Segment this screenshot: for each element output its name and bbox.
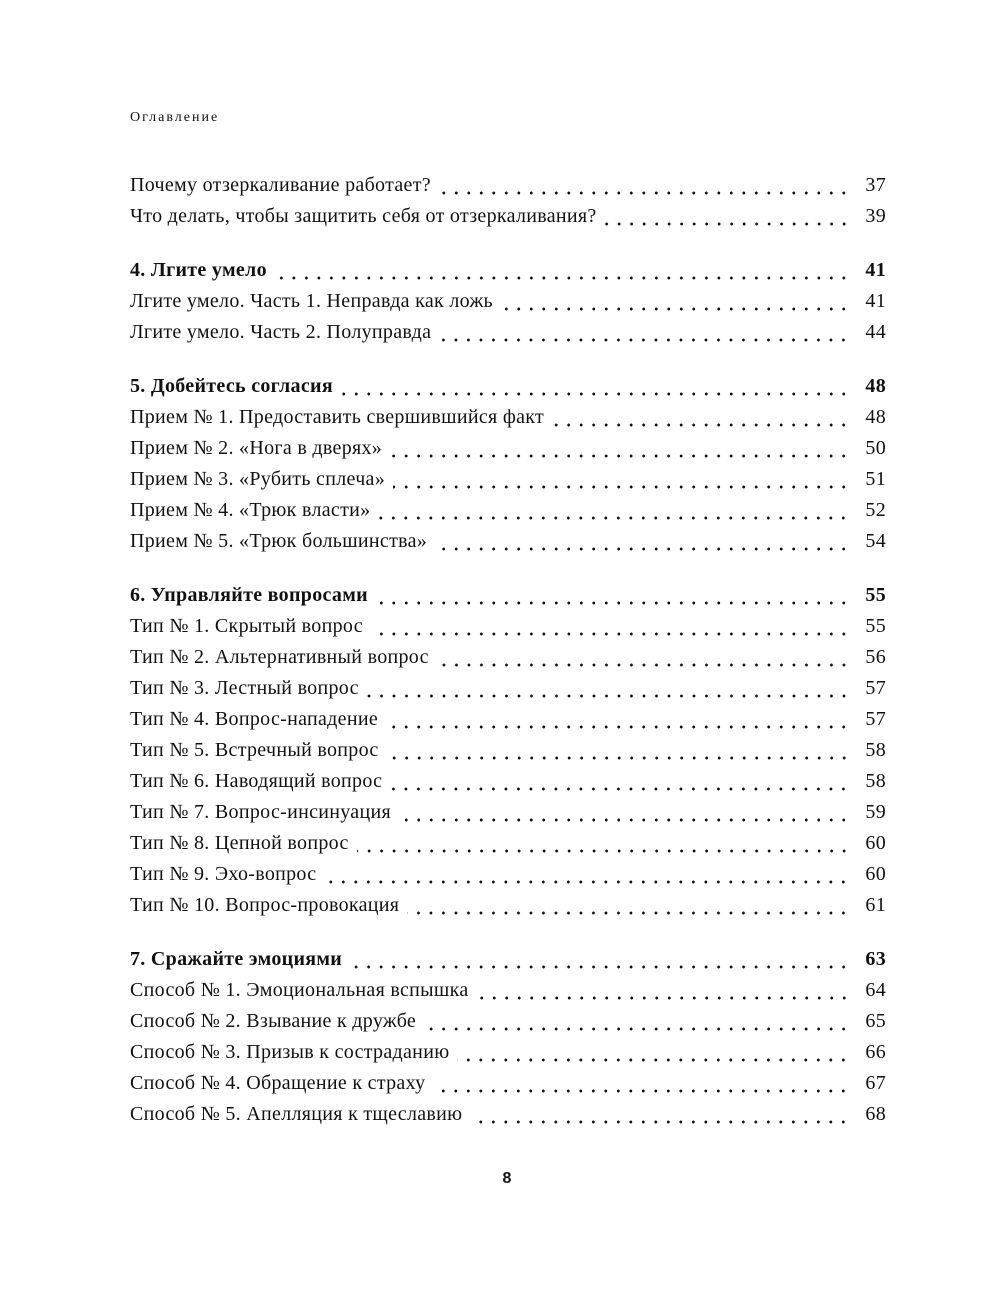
entry-page-number: 39	[865, 205, 886, 227]
entry-title: Прием № 5. «Трюк большинства»	[130, 530, 428, 552]
dot-leader	[324, 880, 850, 884]
entry-page-number: 50	[865, 437, 886, 459]
entry-title: Тип № 6. Наводящий вопрос	[130, 770, 383, 792]
dot-leader	[439, 338, 850, 342]
toc-entry[interactable]	[130, 766, 886, 797]
dot-leader	[376, 601, 850, 605]
dot-leader	[390, 454, 850, 458]
toc-entry[interactable]	[130, 402, 886, 433]
entry-title: Тип № 10. Вопрос-провокация	[130, 894, 400, 916]
dot-leader	[378, 516, 850, 520]
toc-entry[interactable]	[130, 1037, 886, 1068]
entry-page-number: 63	[865, 948, 886, 970]
entry-page-number: 66	[865, 1041, 886, 1063]
dot-leader	[437, 663, 850, 667]
entry-page-number: 41	[865, 259, 886, 281]
entry-page-number: 67	[865, 1072, 886, 1094]
entry-title: Способ № 4. Обращение к страху	[130, 1072, 426, 1094]
entry-page-number: 68	[865, 1103, 886, 1125]
entry-title: Способ № 2. Взывание к дружбе	[130, 1010, 417, 1032]
entry-page-number: 51	[865, 468, 886, 490]
toc-entry[interactable]	[130, 704, 886, 735]
toc-section	[130, 944, 886, 1130]
dot-leader	[399, 818, 850, 822]
dot-leader	[605, 222, 850, 226]
toc-entry[interactable]	[130, 1006, 886, 1037]
entry-page-number: 65	[865, 1010, 886, 1032]
entry-title: Лгите умело. Часть 2. Полуправда	[130, 321, 432, 343]
dot-leader	[470, 1120, 850, 1124]
entry-title: Лгите умело. Часть 1. Неправда как ложь	[130, 290, 493, 312]
entry-page-number: 48	[865, 375, 886, 397]
entry-page-number: 60	[865, 863, 886, 885]
toc-entry[interactable]	[130, 433, 886, 464]
toc-entry[interactable]	[130, 286, 886, 317]
entry-page-number: 61	[865, 894, 886, 916]
entry-page-number: 55	[865, 615, 886, 637]
entry-page-number: 57	[865, 677, 886, 699]
entry-page-number: 52	[865, 499, 886, 521]
entry-title: Прием № 1. Предоставить свершившийся факт	[130, 406, 545, 428]
entry-title: Прием № 2. «Нога в дверях»	[130, 437, 383, 459]
dot-leader	[387, 756, 850, 760]
entry-page-number: 56	[865, 646, 886, 668]
entry-title: Почему отзеркаливание работает?	[130, 174, 431, 196]
toc-entry[interactable]	[130, 464, 886, 495]
entry-page-number: 58	[865, 739, 886, 761]
entry-title: Способ № 1. Эмоциональная вспышка	[130, 979, 469, 1001]
dot-leader	[477, 996, 850, 1000]
toc-entry[interactable]	[130, 170, 886, 201]
dot-leader	[424, 1027, 850, 1031]
toc-entry[interactable]	[130, 526, 886, 557]
toc-entry[interactable]	[130, 975, 886, 1006]
toc-entry[interactable]	[130, 642, 886, 673]
dot-leader	[393, 485, 850, 489]
entry-title: 7. Сражайте эмоциями	[130, 948, 343, 970]
entry-title: Тип № 5. Встречный вопрос	[130, 739, 379, 761]
toc-section	[130, 371, 886, 557]
toc-section	[130, 580, 886, 921]
chapter-entry[interactable]	[130, 580, 886, 611]
dot-leader	[433, 1089, 850, 1093]
running-header: Оглавление	[130, 110, 220, 125]
entry-title: Тип № 7. Вопрос-инсинуация	[130, 801, 391, 823]
toc-entry[interactable]	[130, 495, 886, 526]
entry-title: Способ № 3. Призыв к состраданию	[130, 1041, 450, 1063]
entry-title: Способ № 5. Апелляция к тщеславию	[130, 1103, 463, 1125]
entry-title: Тип № 2. Альтернативный вопрос	[130, 646, 429, 668]
toc-entry[interactable]	[130, 611, 886, 642]
dot-leader	[357, 849, 850, 853]
entry-title: 4. Лгите умело	[130, 259, 267, 281]
dot-leader	[390, 787, 850, 791]
entry-title: Прием № 3. «Рубить сплеча»	[130, 468, 386, 490]
toc-entry[interactable]	[130, 735, 886, 766]
entry-page-number: 44	[865, 321, 886, 343]
dot-leader	[386, 725, 850, 729]
dot-leader	[350, 965, 850, 969]
entry-page-number: 37	[865, 174, 886, 196]
chapter-entry[interactable]	[130, 255, 886, 286]
entry-title: Тип № 1. Скрытый вопрос	[130, 615, 363, 637]
table-of-contents	[130, 170, 886, 1153]
toc-entry[interactable]	[130, 1099, 886, 1130]
entry-title: 6. Управляйте вопросами	[130, 584, 368, 606]
toc-entry[interactable]	[130, 201, 886, 232]
toc-entry[interactable]	[130, 317, 886, 348]
entry-title: 5. Добейтесь согласия	[130, 375, 333, 397]
dot-leader	[275, 276, 850, 280]
entry-title: Что делать, чтобы защитить себя от отзеркаливания?	[130, 205, 597, 227]
dot-leader	[457, 1058, 850, 1062]
entry-page-number: 54	[865, 530, 886, 552]
chapter-entry[interactable]	[130, 944, 886, 975]
toc-entry[interactable]	[130, 797, 886, 828]
entry-page-number: 57	[865, 708, 886, 730]
entry-page-number: 41	[865, 290, 886, 312]
toc-section	[130, 255, 886, 348]
entry-title: Тип № 9. Эхо-вопрос	[130, 863, 317, 885]
entry-page-number: 59	[865, 801, 886, 823]
toc-section	[130, 170, 886, 232]
toc-entry[interactable]	[130, 828, 886, 859]
toc-entry[interactable]	[130, 859, 886, 890]
dot-leader	[435, 547, 850, 551]
entry-page-number: 58	[865, 770, 886, 792]
dot-leader	[407, 911, 850, 915]
page-number: 8	[502, 1170, 512, 1187]
dot-leader	[367, 694, 850, 698]
dot-leader	[341, 392, 850, 396]
dot-leader	[501, 307, 850, 311]
dot-leader	[371, 632, 850, 636]
entry-title: Прием № 4. «Трюк власти»	[130, 499, 371, 521]
toc-entry[interactable]	[130, 1068, 886, 1099]
entry-page-number: 48	[865, 406, 886, 428]
entry-page-number: 55	[865, 584, 886, 606]
dot-leader	[552, 423, 850, 427]
entry-page-number: 60	[865, 832, 886, 854]
toc-entry[interactable]	[130, 673, 886, 704]
entry-title: Тип № 4. Вопрос-нападение	[130, 708, 379, 730]
chapter-entry[interactable]	[130, 371, 886, 402]
entry-title: Тип № 3. Лестный вопрос	[130, 677, 359, 699]
dot-leader	[439, 191, 850, 195]
toc-entry[interactable]	[130, 890, 886, 921]
entry-title: Тип № 8. Цепной вопрос	[130, 832, 349, 854]
entry-page-number: 64	[865, 979, 886, 1001]
